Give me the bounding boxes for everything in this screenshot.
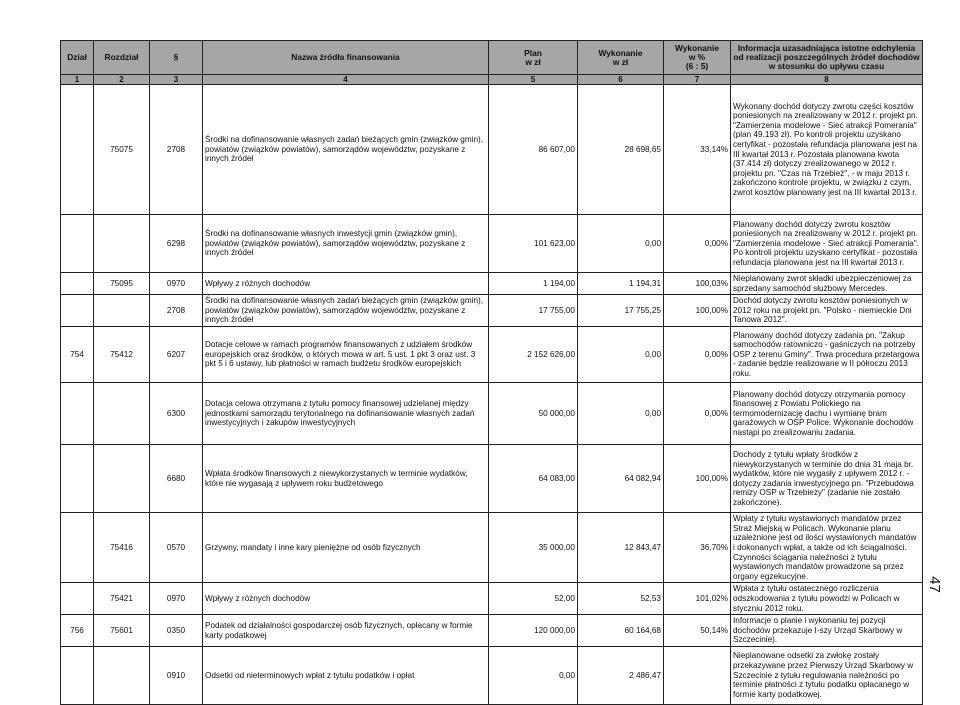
cell-dzial: 754 (61, 327, 94, 383)
cell-wykonanie-pct: 0,00% (664, 383, 731, 445)
cell-nazwa: Grzywny, mandaty i inne kary pieniężne od osób fizycznych (203, 513, 489, 583)
cell-wykonanie: 0,00 (578, 327, 664, 383)
cell-plan: 86 607,00 (489, 85, 578, 215)
cell-rozdzial: 75421 (94, 583, 150, 615)
cell-wykonanie-pct: 33,14% (664, 85, 731, 215)
cell-nazwa: Odsetki od nieterminowych wpłat z tytułu podatków i opłat (203, 646, 489, 704)
cell-paragraf: 0970 (150, 583, 203, 615)
cell-informacja: Wpłaty z tytułu wystawionych mandatów przez Straż Miejską w Policach. Wykonanie planu uzależnione jest od ilości wystawionych mandatów i dokonanych wpłat, a także od ich ściągalności. Czynności ściągania należności z tytułu wystawionych mandatów prowadzone są przez organy egzekucyjne. (731, 513, 923, 583)
col-number: 2 (94, 75, 150, 85)
table-row (61, 383, 923, 445)
cell-wykonanie-pct (664, 646, 731, 704)
cell-paragraf: 2708 (150, 295, 203, 327)
cell-plan: 17 755,00 (489, 295, 578, 327)
col-number: 3 (150, 75, 203, 85)
cell-dzial (61, 646, 94, 704)
cell-paragraf: 0350 (150, 615, 203, 647)
col-plan: Plan w zł (489, 41, 578, 75)
cell-informacja: Planowany dochód dotyczy zwrotu kosztów poniesionych na zrealizowany w 2012 r. projekt pn. "Zamierzenia modelowe - Sieć atrakcji Pomerania". Po kontroli projektu uzyskano certyfikat - pozostała refundacja planowana jest na III kwartał 2013 r. (731, 215, 923, 273)
col-wykonanie-pct: Wykonanie w % (6 : 5) (664, 41, 731, 75)
cell-informacja: Dochody z tytułu wpłaty środków z niewykorzystanych w terminie do dnia 31 maja br. wydatków, które nie wygasły z upływem 2012 r. - dotyczy zadania inwestycyjnego pn. "Przebudowa remizy OSP w Trzebieży" (zadanie nie zostało zakończone). (731, 445, 923, 513)
cell-wykonanie-pct: 0,00% (664, 215, 731, 273)
cell-plan: 1 194,00 (489, 273, 578, 295)
table-row (61, 215, 923, 273)
cell-wykonanie-pct: 100,00% (664, 295, 731, 327)
cell-dzial (61, 383, 94, 445)
cell-nazwa: Wpływy z różnych dochodów (203, 583, 489, 615)
cell-plan: 50 000,00 (489, 383, 578, 445)
cell-informacja: Planowany dochód dotyczy otrzymania pomocy finansowej z Powiatu Polickiego na termomodernizację dachu i wymianę bram garażowych w OSP Police. Wykonanie dochodów nastąpi po zrealizowaniu zadania. (731, 383, 923, 445)
cell-paragraf: 0570 (150, 513, 203, 583)
table-row (61, 646, 923, 704)
cell-rozdzial: 75412 (94, 327, 150, 383)
page-number: 47 (925, 576, 943, 593)
col-number: 7 (664, 75, 731, 85)
cell-wykonanie-pct: 100,03% (664, 273, 731, 295)
cell-dzial (61, 273, 94, 295)
cell-plan: 120 000,00 (489, 615, 578, 647)
cell-nazwa: Dotacje celowe w ramach programów finansowanych z udziałem środków europejskich oraz środków, o których mowa w art. 5 ust. 1 pkt 3 oraz ust. 3 pkt 5 i 6 ustawy, lub płatności w ramach budżetu środków europejskich (203, 327, 489, 383)
cell-wykonanie: 0,00 (578, 215, 664, 273)
cell-wykonanie: 28 698,65 (578, 85, 664, 215)
cell-paragraf: 2708 (150, 85, 203, 215)
col-number: 8 (731, 75, 923, 85)
cell-wykonanie: 0,00 (578, 383, 664, 445)
cell-wykonanie: 1 194,31 (578, 273, 664, 295)
cell-wykonanie-pct: 50,14% (664, 615, 731, 647)
col-informacja: Informacja uzasadniająca istotne odchylenia od realizacji poszczególnych źródeł dochodów w stosunku do upływu czasu (731, 41, 923, 75)
col-number: 5 (489, 75, 578, 85)
cell-plan: 52,00 (489, 583, 578, 615)
cell-dzial (61, 85, 94, 215)
cell-plan: 64 083,00 (489, 445, 578, 513)
cell-nazwa: Wpływy z różnych dochodów (203, 273, 489, 295)
cell-wykonanie: 64 082,94 (578, 445, 664, 513)
cell-wykonanie: 2 486,47 (578, 646, 664, 704)
table-row (61, 273, 923, 295)
cell-wykonanie: 52,53 (578, 583, 664, 615)
col-number: 1 (61, 75, 94, 85)
cell-paragraf: 6680 (150, 445, 203, 513)
cell-informacja: Wykonany dochód dotyczy zwrotu części kosztów poniesionych na zrealizowany w 2012 r. projekt pn. "Zamierzenia modelowe - Sieć atrakcji Pomerania" (plan 49.193 zł). Po kontroli projektu uzyskano certyfikat - pozostała refundacja planowana jest na III kwartał 2013 r. Pozostała planowana kwota (37.414 zł) dotyczy zrealizowanego w 2012 r. projektu pn. "Czas na Trzebież", - w maju 2013 r. zakończono kontrole projektu, w związku z czym, zwrot kosztów planowany jest na III kwartał 2013 r. (731, 85, 923, 215)
cell-wykonanie: 60 164,68 (578, 615, 664, 647)
cell-rozdzial: 75601 (94, 615, 150, 647)
table-row (61, 583, 923, 615)
cell-rozdzial: 75075 (94, 85, 150, 215)
table-row (61, 85, 923, 215)
cell-nazwa: Dotacja celowa otrzymana z tytułu pomocy finansowej udzielanej między jednostkami samorządu terytorialnego na dofinansowanie własnych zadań inwestycyjnych i zakupów inwestycyjnych (203, 383, 489, 445)
cell-wykonanie-pct: 100,00% (664, 445, 731, 513)
cell-nazwa: Środki na dofinansowanie własnych inwestycji gmin (związków gmin), powiatów (związków powiatów), samorządów województw, pozyskane z innych źródeł (203, 215, 489, 273)
cell-rozdzial: 75416 (94, 513, 150, 583)
cell-paragraf: 0970 (150, 273, 203, 295)
cell-dzial (61, 295, 94, 327)
cell-plan: 35 000,00 (489, 513, 578, 583)
col-wykonanie: Wykonanie w zł (578, 41, 664, 75)
col-nazwa: Nazwa źródła finansowania (203, 41, 489, 75)
table-row (61, 327, 923, 383)
cell-dzial (61, 445, 94, 513)
table-body (61, 85, 923, 705)
cell-informacja: Nieplanowany zwrot składki ubezpieczeniowej za sprzedany samochód służbowy Mercedes. (731, 273, 923, 295)
cell-dzial (61, 215, 94, 273)
cell-informacja: Planowany dochód dotyczy zadania pn. "Zakup samochodów ratowniczo - gaśniczych na potrzeby OSP z terenu Gminy". Trwa procedura przetargowa - zadanie będzie realizowane w II półroczu 2013 roku. (731, 327, 923, 383)
header-numbers-row (61, 75, 923, 85)
table-row (61, 295, 923, 327)
cell-dzial (61, 513, 94, 583)
cell-plan: 101 623,00 (489, 215, 578, 273)
cell-wykonanie-pct: 0,00% (664, 327, 731, 383)
cell-nazwa: Wpłata środków finansowych z niewykorzystanych w terminie wydatków, które nie wygasają z upływem roku budżetowego (203, 445, 489, 513)
cell-paragraf: 6300 (150, 383, 203, 445)
cell-informacja: Dochód dotyczy zwrotu kosztów poniesionych w 2012 roku na projekt pn. "Polsko - niemieckie Dni Tanowa 2012". (731, 295, 923, 327)
cell-wykonanie: 12 843,47 (578, 513, 664, 583)
cell-rozdzial (94, 383, 150, 445)
cell-plan: 2 152 626,00 (489, 327, 578, 383)
cell-dzial: 756 (61, 615, 94, 647)
col-rozdzial: Rozdział (94, 41, 150, 75)
cell-rozdzial (94, 295, 150, 327)
col-number: 4 (203, 75, 489, 85)
cell-nazwa: Środki na dofinansowanie własnych zadań bieżących gmin (związków gmin), powiatów (związków powiatów), samorządów województw, pozyskane z innych źródeł (203, 85, 489, 215)
table-row (61, 445, 923, 513)
cell-informacja: Nieplanowane odsetki za zwłokę zostały przekazywane przez Pierwszy Urząd Skarbowy w Szczecinie z tytułu regulowania należności po terminie płatności z tytułu podatku opłacanego w formie karty podatkowej. (731, 646, 923, 704)
cell-plan: 0,00 (489, 646, 578, 704)
cell-informacja: Informacje o planie i wykonaniu tej pozycji dochodów przekazuje I-szy Urząd Skarbowy w Szczecinie). (731, 615, 923, 647)
cell-dzial (61, 583, 94, 615)
cell-paragraf: 6207 (150, 327, 203, 383)
cell-wykonanie-pct: 36,70% (664, 513, 731, 583)
cell-wykonanie-pct: 101,02% (664, 583, 731, 615)
cell-wykonanie: 17 755,25 (578, 295, 664, 327)
col-paragraf: § (150, 41, 203, 75)
table-row (61, 513, 923, 583)
cell-nazwa: Podatek od działalności gospodarczej osób fizycznych, opłacany w formie karty podatkowej (203, 615, 489, 647)
budget-table-sheet (60, 40, 922, 705)
budget-table (60, 40, 923, 705)
cell-rozdzial (94, 646, 150, 704)
cell-paragraf: 6298 (150, 215, 203, 273)
table-row (61, 615, 923, 647)
cell-informacja: Wpłata z tytułu ostatecznego rozliczenia odszkodowania z tytułu powodzi w Policach w styczniu 2012 roku. (731, 583, 923, 615)
header-row (61, 41, 923, 75)
cell-rozdzial: 75095 (94, 273, 150, 295)
cell-nazwa: Środki na dofinansowanie własnych zadań bieżących gmin (związków gmin), powiatów (związków powiatów), samorządów województw, pozyskane z innych źródeł (203, 295, 489, 327)
col-dzial: Dział (61, 41, 94, 75)
cell-paragraf: 0910 (150, 646, 203, 704)
cell-rozdzial (94, 215, 150, 273)
col-number: 6 (578, 75, 664, 85)
cell-rozdzial (94, 445, 150, 513)
